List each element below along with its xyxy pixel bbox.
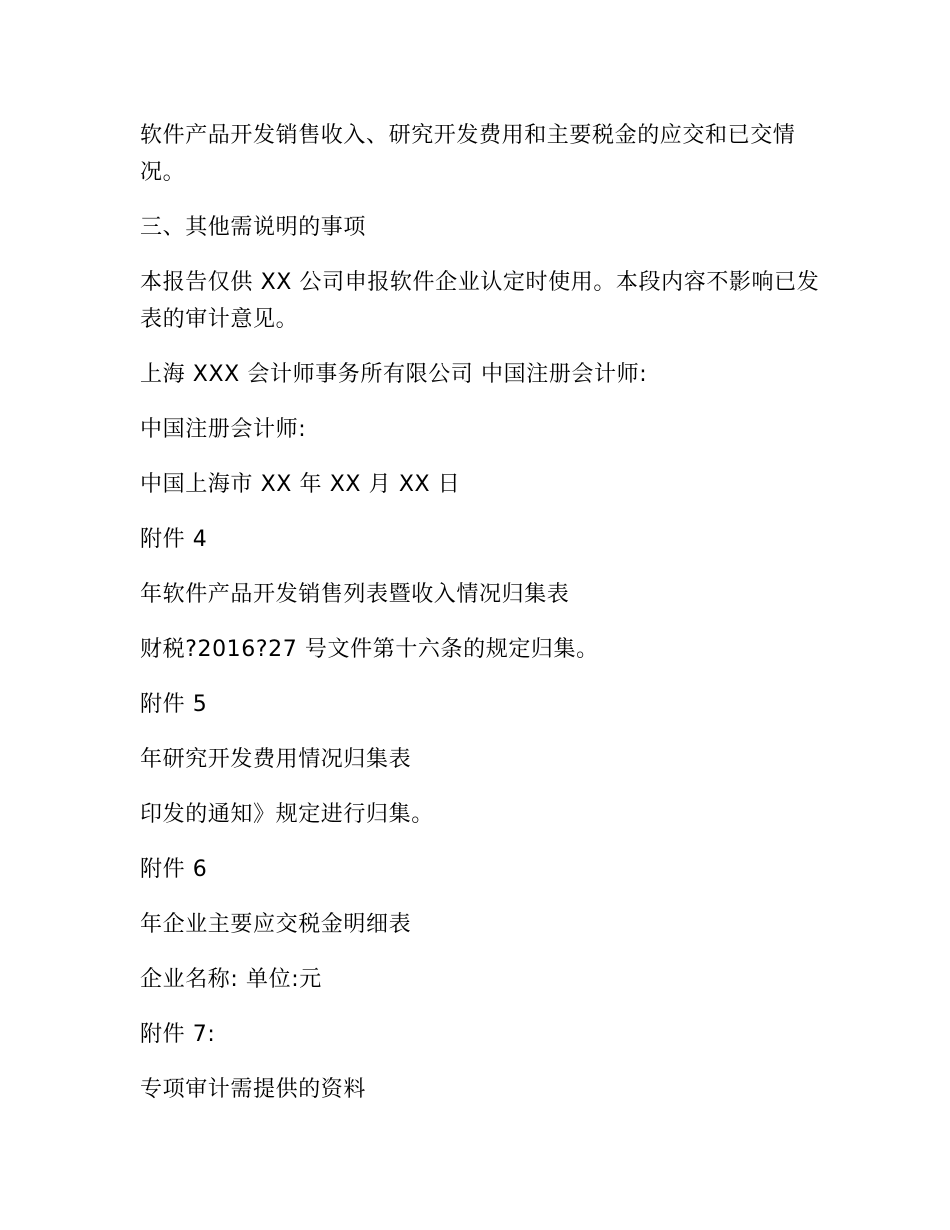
signature-accountant-line: 中国注册会计师: [140,417,307,442]
attachment-6-note: 企业名称: 单位:元 [140,967,322,992]
signature-firm-line: 上海 XXX 会计师事务所有限公司 中国注册会计师: [140,362,648,387]
attachment-6-title: 年企业主要应交税金明细表 [140,912,412,937]
attachment-4-title: 年软件产品开发销售列表暨收入情况归集表 [140,582,570,607]
attachment-7-title: 专项审计需提供的资料 [140,1077,367,1102]
document-body [140,117,820,1108]
attachment-5-note: 印发的通知》规定进行归集。 [140,802,434,827]
attachment-5-title: 年研究开发费用情况归集表 [140,747,412,772]
section-heading-other-matters: 三、其他需说明的事项 [140,215,367,240]
paragraph-usage-restriction: 本报告仅供 XX 公司申报软件企业认定时使用。本段内容不影响已发表的审计意见。 [140,270,820,332]
attachment-4-note: 财税?2016?27 号文件第十六条的规定归集。 [140,637,599,662]
attachment-7-label: 附件 7: [140,1022,216,1047]
attachment-6-label: 附件 6 [140,857,208,882]
paragraph-income-summary: 软件产品开发销售收入、研究开发费用和主要税金的应交和已交情况。 [140,123,796,185]
attachment-5-label: 附件 5 [140,692,208,717]
attachment-4-label: 附件 4 [140,527,208,552]
signature-place-date: 中国上海市 XX 年 XX 月 XX 日 [140,472,461,497]
